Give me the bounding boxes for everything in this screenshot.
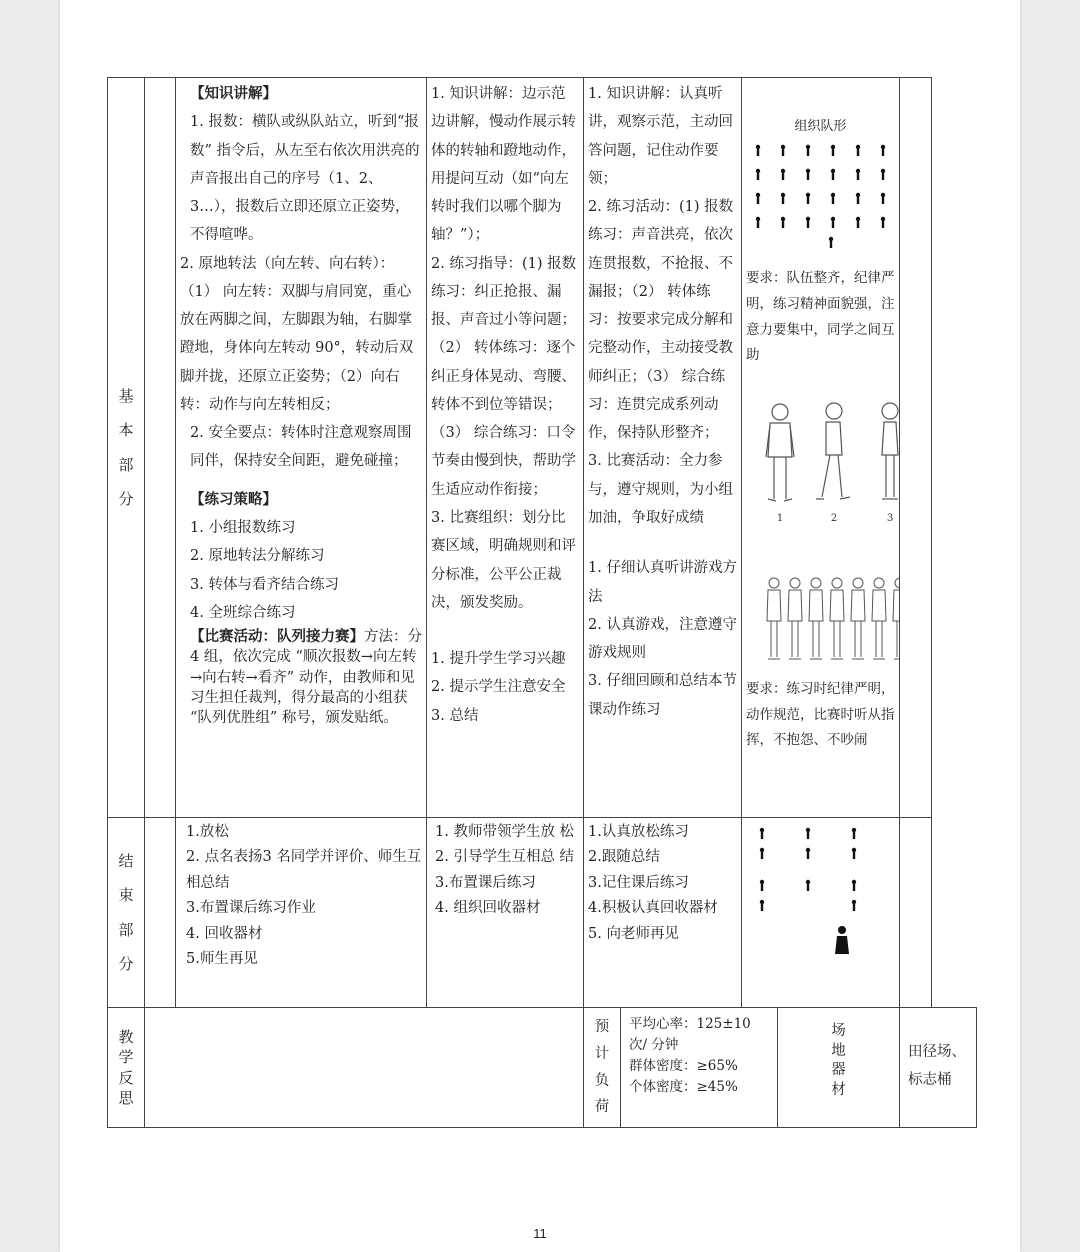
ending-content-cell — [176, 818, 427, 1008]
reflection-section-label — [108, 1008, 145, 1128]
strategy-item: 1. 小组报数练习 — [190, 519, 296, 536]
ending-section-label — [108, 818, 145, 1008]
ending-formation-diagram — [746, 820, 900, 960]
teacher-item: 1. 知识讲解：边示范边讲解，慢动作展示转体的转轴和蹬地动作，用提问互动（如“向左转时我们以哪个脚为轴？”）； — [431, 86, 576, 244]
student-figure — [851, 578, 865, 659]
person-marker — [756, 217, 760, 228]
page-number: 11 — [533, 1226, 547, 1241]
blank-cell — [900, 78, 932, 818]
person-marker — [881, 217, 885, 228]
strategy-item: 2. 原地转法分解练习 — [190, 548, 325, 565]
person-marker — [760, 880, 764, 891]
label-char: 器 — [831, 1062, 846, 1079]
person-marker — [760, 900, 764, 911]
load-values — [621, 1008, 778, 1128]
person-marker — [756, 169, 760, 180]
ending-content-item: 4. 回收器材 — [186, 925, 263, 942]
person-figure — [882, 403, 898, 499]
person-marker — [781, 217, 785, 228]
person-marker — [756, 193, 760, 204]
label-char: 结 — [118, 851, 134, 870]
person-marker — [781, 169, 785, 180]
person-marker — [829, 237, 833, 248]
person-marker — [831, 193, 835, 204]
strategy-item: 3. 转体与看齐结合练习 — [190, 576, 339, 593]
strategy-heading: 【练习策略】 — [190, 490, 277, 508]
person-marker — [881, 169, 885, 180]
student-figure — [830, 578, 844, 659]
teacher-item: 2. 练习指导：(1) 报数练习：纠正抢报、漏报、声音过小等问题；（2） 转体练习：逐个纠正身体晃动、弯腰、转体不到位等错误；（3） 综合练习：口令节奏由慢到快，帮助学生适应动作衔接； — [431, 255, 577, 498]
person-marker — [856, 217, 860, 228]
competition-block — [180, 627, 422, 728]
figure-number: 3 — [886, 512, 894, 524]
blank-cell — [145, 818, 176, 1008]
label-char: 地 — [831, 1042, 846, 1059]
ending-content-item: 5.师生再见 — [186, 950, 258, 967]
ending-student-item: 1.认真放松练习 — [588, 824, 689, 840]
student-figure — [788, 578, 802, 659]
ending-organization-cell — [742, 818, 900, 1008]
ending-teacher-item: 3.布置课后练习 — [435, 874, 536, 891]
ending-teacher-item: 4. 组织回收器材 — [435, 900, 541, 917]
venue-label — [778, 1008, 900, 1128]
student-figure — [872, 578, 886, 659]
label-char: 荷 — [594, 1099, 610, 1116]
label-char: 负 — [594, 1072, 610, 1089]
label-char: 本 — [118, 421, 134, 439]
figure-number: 1 — [776, 512, 784, 524]
knowledge-item: 2. 原地转法（向左转、向右转）：（1） 向左转：双脚与肩同宽，重心放在两脚之间，左脚跟为轴，右脚掌蹬地，身体向左转动 90°，转动后双脚并拢，还原立正姿势；（2）向右转：动作与向左转相反； — [180, 255, 414, 413]
person-marker — [852, 848, 856, 859]
ending-student-item: 3.记住课后练习 — [588, 874, 689, 891]
ending-content-item: 3.布置课后练习作业 — [186, 900, 316, 917]
label-char: 学 — [118, 1048, 134, 1067]
student-item: 3. 比赛活动：全力参与，遵守规则，为小组加油，争取好成绩 — [588, 453, 733, 526]
person-marker — [806, 169, 810, 180]
student-goal: 2. 认真游戏，注意遵守游戏规则 — [588, 616, 737, 662]
ending-student-item: 2.跟随总结 — [588, 849, 660, 866]
label-char: 束 — [118, 886, 134, 904]
person-marker — [852, 900, 856, 911]
student-cell — [584, 78, 742, 818]
ending-student-cell — [584, 818, 742, 1008]
knowledge-heading: 【知识讲解】 — [190, 85, 277, 102]
document-page — [60, 0, 1020, 1252]
person-marker — [806, 145, 810, 156]
label-char: 预 — [594, 1018, 610, 1035]
person-marker — [831, 145, 835, 156]
student-figure — [809, 578, 823, 659]
student-goal: 1. 仔细认真听讲游戏方法 — [588, 560, 737, 605]
student-figure — [767, 578, 781, 659]
knowledge-item: 2. 安全要点：转体时注意观察周围同伴，保持安全间距，避免碰撞； — [190, 425, 412, 470]
reflection-blank — [145, 1008, 584, 1128]
strategy-item: 4. 全班综合练习 — [190, 604, 296, 621]
line-of-students — [746, 573, 900, 673]
label-char: 反 — [118, 1068, 134, 1087]
person-marker — [806, 828, 810, 839]
teacher-goal: 3. 总结 — [431, 707, 479, 724]
ending-teacher-item: 2. 引导学生互相总 结 — [435, 849, 575, 866]
label-char: 分 — [118, 490, 134, 508]
label-char: 思 — [118, 1088, 134, 1107]
formation-title: 组织队形 — [794, 119, 847, 134]
requirement-2: 要求：练习时纪律严明，动作规范，比赛时听从指挥，不抱怨、不吵闹 — [746, 680, 895, 749]
organization-cell — [742, 78, 900, 818]
basic-section-label — [108, 78, 145, 818]
person-marker — [756, 145, 760, 156]
person-marker — [806, 193, 810, 204]
basic-section-row — [108, 78, 977, 818]
blank-cell — [145, 78, 176, 818]
turning-figures — [746, 397, 900, 527]
ending-teacher-item: 1. 教师带领学生放 松 — [435, 824, 575, 840]
ending-student-item: 4.积极认真回收器材 — [588, 900, 718, 917]
ending-content-item: 2. 点名表扬3 名同学并评价、师生互相总结 — [186, 849, 422, 891]
competition-heading: 【比赛活动：队列接力赛】 — [190, 628, 364, 646]
figure-number: 2 — [830, 512, 838, 524]
person-marker — [856, 145, 860, 156]
person-marker — [781, 193, 785, 204]
label-char: 部 — [118, 920, 134, 939]
person-marker — [881, 193, 885, 204]
person-marker — [881, 145, 885, 156]
label-char: 分 — [118, 955, 134, 973]
knowledge-item: 1. 报数：横队或纵队站立，听到“报数” 指令后，从左至右依次用洪亮的声音报出自己的序号（1、2、3…），报数后立即还原立正姿势，不得喧哗。 — [190, 114, 420, 244]
label-char: 材 — [831, 1081, 846, 1098]
person-marker — [760, 828, 764, 839]
label-char: 场 — [831, 1023, 846, 1039]
person-marker — [852, 880, 856, 891]
person-marker — [806, 217, 810, 228]
teacher-item: 3. 比赛组织：划分比赛区域，明确规则和评分标准，公平公正裁决，颁发奖励。 — [431, 509, 576, 611]
label-char: 部 — [118, 455, 134, 474]
student-item: 1. 知识讲解：认真听讲，观察示范，主动回答问题，记住动作要领； — [588, 86, 733, 187]
load-value: 群体密度：≥65% — [629, 1057, 738, 1074]
competition-text: 方法：分 4 组，依次完成 “顺次报数→向左转→向右转→看齐” 动作，由教师和见习生担任裁判，得分最高的小组获 “队列优胜组” 称号，颁发贴纸。 — [190, 629, 422, 727]
ending-teacher-cell — [427, 818, 584, 1008]
teacher-goal: 1. 提升学生学习兴趣 — [431, 651, 566, 668]
person-marker — [806, 880, 810, 891]
teacher-marker — [835, 926, 849, 954]
person-figure — [766, 404, 794, 501]
label-char: 基 — [118, 386, 134, 405]
person-marker — [760, 848, 764, 859]
label-char: 计 — [594, 1045, 610, 1062]
ending-student-item: 5. 向老师再见 — [588, 925, 679, 942]
load-label — [584, 1008, 621, 1128]
ending-section-row — [108, 818, 977, 1008]
load-value: 个体密度：≥45% — [629, 1078, 738, 1095]
venue-value: 田径场、标志桶 — [900, 1008, 977, 1128]
label-char: 教 — [118, 1028, 134, 1046]
person-figure — [816, 403, 850, 499]
person-marker — [806, 848, 810, 859]
reflection-row — [108, 1008, 977, 1128]
person-marker — [856, 193, 860, 204]
requirement-1: 要求：队伍整齐，纪律严明，练习精神面貌强，注意力要集中，同学之间互助 — [746, 270, 895, 364]
person-marker — [831, 169, 835, 180]
student-goal: 3. 仔细回顾和总结本节课动作练习 — [588, 673, 737, 718]
teacher-goal: 2. 提示学生注意安全 — [431, 679, 566, 696]
load-value: 平均心率：125±10 次/ 分钟 — [629, 1016, 751, 1053]
content-cell — [176, 78, 427, 818]
ending-content-item: 1.放松 — [186, 824, 229, 840]
teacher-cell — [427, 78, 584, 818]
formation-diagram — [746, 139, 900, 254]
person-marker — [852, 828, 856, 839]
person-marker — [831, 217, 835, 228]
blank-cell — [900, 818, 932, 1008]
person-marker — [856, 169, 860, 180]
lesson-plan-table — [107, 77, 977, 1128]
student-item: 2. 练习活动：(1) 报数练习：声音洪亮，依次连贯报数，不抢报、不漏报；（2） 转体练习：按要求完成分解和完整动作，主动接受教师纠正；（3） 综合练习：连贯完成系列动作，保持队形整齐； — [588, 199, 734, 442]
person-marker — [781, 145, 785, 156]
